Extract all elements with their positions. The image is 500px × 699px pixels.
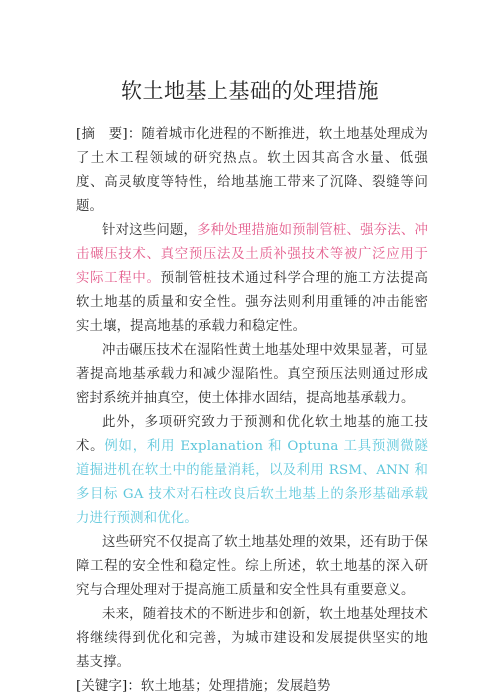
keywords-label: [关键字]： [76, 679, 141, 694]
abstract-text: 随着城市化进程的不断推进，软土地基处理成为了土木工程领域的研究热点。软土因其高含水量、低强度、高灵敏度等特性，给地基施工带来了沉降、裂缝等问题。 [76, 127, 428, 214]
paragraph-measures-rest: 预制管桩技术通过科学合理的施工方法提高软土地基的质量和安全性。强夯法则利用重锤的冲击能密实土壤，提高地基的承载力和稳定性。 [76, 271, 428, 334]
abstract-paragraph [76, 123, 428, 219]
paragraph-research-intro: 此外，多项研究致力于预测和优化软土地基的施工技术。 [76, 415, 428, 454]
paragraph-research [76, 411, 428, 531]
abstract-label: [摘 要]： [76, 127, 142, 142]
paragraph-measures-highlight: 多种处理措施如预制管桩、强夯法、冲击碾压技术、真空预压法及土质补强技术等被广泛应用于实际工程中。 [76, 223, 428, 286]
paragraph-summary: 这些研究不仅提高了软土地基处理的效果，还有助于保障工程的安全性和稳定性。综上所述，软土地基的深入研究与合理处理对于提高施工质量和安全性具有重要意义。 [76, 535, 428, 598]
keywords-text: 软土地基；处理措施；发展趋势 [140, 679, 331, 694]
paragraph-research-highlight: 例如，利用 Explanation 和 Optuna 工具预测微隧道掘进机在软土中的能量消耗，以及利用 RSM、ANN 和多目标 GA 技术对石柱改良后软土地基上的条形基础承载力进行预测和优化。 [76, 439, 428, 526]
page-title: 软土地基上基础的处理措施 [121, 79, 379, 103]
document-body [76, 123, 428, 699]
paragraph-future: 未来，随着技术的不断进步和创新，软土地基处理技术将继续得到优化和完善，为城市建设和发展提供坚实的地基支撑。 [76, 607, 428, 670]
keywords-line [76, 675, 428, 699]
paragraph-measures-intro: 针对这些问题， [102, 223, 198, 238]
paragraph-compaction: 冲击碾压技术在湿陷性黄土地基处理中效果显著，可显著提高地基承载力和减少湿陷性。真空预压法则通过形成密封系统并抽真空，使土体排水固结，提高地基承载力。 [76, 343, 428, 406]
paragraph-measures [76, 219, 428, 339]
